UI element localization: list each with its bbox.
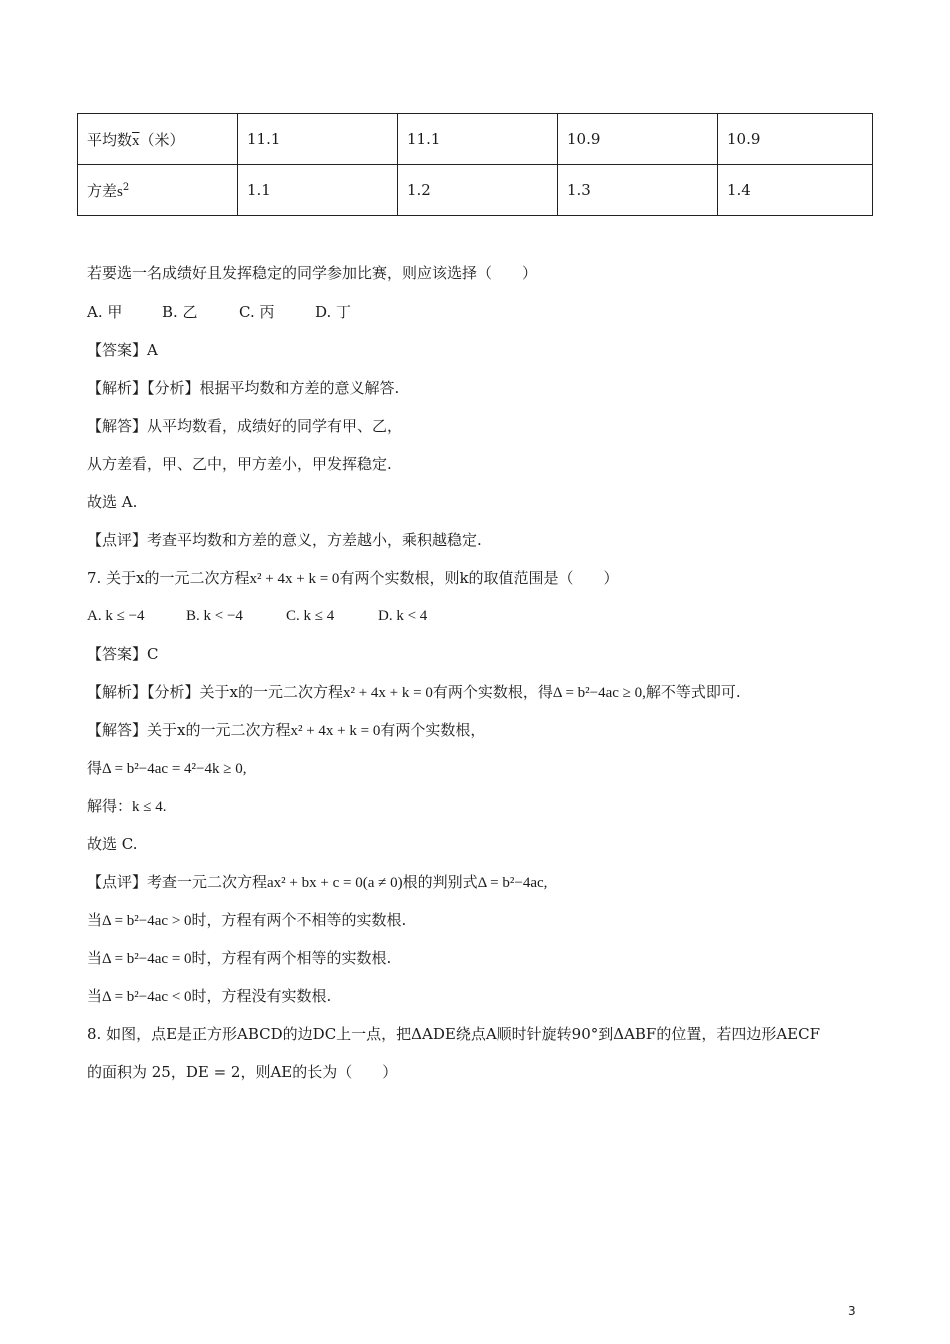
option-a: A. k ≤ −4 — [87, 608, 145, 624]
equation: Δ = b²−4ac = 4²−4k ≥ 0, — [102, 761, 247, 777]
option-d: D. 丁 — [315, 303, 352, 321]
q6-solution-1: 【解答】从平均数看，成绩好的同学有甲、乙， — [87, 417, 403, 435]
statistics-table — [77, 113, 873, 216]
equation: Δ = b²−4ac < 0 — [102, 989, 192, 1005]
q7-case-3 — [87, 986, 331, 1007]
q8-question-line-2: 的面积为 25，DE = 2，则AE的长为（ ） — [87, 1063, 398, 1081]
text: 当 — [87, 987, 103, 1005]
table-cell: 10.9 — [718, 114, 873, 165]
q7-solution-1 — [87, 720, 485, 741]
text: 时，方程没有实数根. — [191, 987, 332, 1005]
table-cell: 11.1 — [238, 114, 398, 165]
label-text: 方差 — [87, 181, 118, 200]
table-cell: 11.1 — [398, 114, 558, 165]
label-unit: （米） — [139, 130, 185, 149]
table-cell: 1.1 — [238, 165, 398, 216]
equation: x² + 4x + k = 0 — [290, 723, 381, 739]
equation: ax² + bx + c = 0(a ≠ 0) — [267, 875, 403, 891]
q7-case-1 — [87, 910, 406, 931]
q7-comment — [87, 872, 547, 893]
option-c: C. k ≤ 4 — [286, 608, 335, 624]
text: 【解答】关于x的一元二次方程 — [87, 721, 291, 739]
text: 有两个实数根，则k的取值范围是（ ） — [339, 569, 619, 587]
table-cell: 1.2 — [398, 165, 558, 216]
q6-comment: 【点评】考查平均数和方差的意义，方差越小，乘积越稳定. — [87, 531, 482, 549]
equation: Δ = b²−4ac = 0 — [102, 951, 192, 967]
table-cell: 1.4 — [718, 165, 873, 216]
table-row-mean — [78, 114, 873, 165]
q7-case-2 — [87, 948, 391, 969]
q7-answer: 【答案】C — [87, 645, 159, 663]
text: 得 — [87, 759, 103, 777]
text: 根的判别式 — [402, 873, 478, 891]
text: 【解析】【分析】关于x的一元二次方程 — [87, 683, 343, 701]
text: 【点评】考查一元二次方程 — [87, 873, 268, 891]
text: 当 — [87, 911, 103, 929]
option-b: B. k < −4 — [186, 608, 243, 624]
table-cell: 10.9 — [558, 114, 718, 165]
equation: Δ = b²−4ac > 0 — [102, 913, 192, 929]
text: 有两个实数根， — [380, 721, 486, 739]
equation: k ≤ 4. — [132, 799, 167, 815]
row-label-variance — [78, 165, 238, 216]
q7-question — [87, 568, 619, 589]
q7-choice: 故选 C. — [87, 835, 138, 853]
table-cell: 1.3 — [558, 165, 718, 216]
q6-options — [87, 302, 351, 322]
q8-question-line-1: 8. 如图，点E是正方形ABCD的边DC上一点，把ΔADE绕点A顺时针旋转90°到ΔABF的位置，若四边形AECF — [87, 1025, 820, 1043]
page-number: 3 — [848, 1304, 856, 1318]
table-row-variance — [78, 165, 873, 216]
row-label-mean — [78, 114, 238, 165]
equation: Δ = b²−4ac, — [477, 875, 548, 891]
q6-choice: 故选 A. — [87, 493, 138, 511]
option-b: B. 乙 — [162, 303, 198, 321]
label-text: 平均数 — [87, 130, 133, 149]
text: 解不等式即可. — [645, 683, 741, 701]
equation: Δ = b²−4ac ≥ 0, — [552, 685, 646, 701]
xbar-symbol: $\overline{x}$ — [132, 132, 140, 149]
equation: x² + 4x + k = 0 — [249, 571, 340, 587]
text: 时，方程有两个相等的实数根. — [191, 949, 392, 967]
q7-analysis — [87, 682, 741, 703]
option-d: D. k < 4 — [378, 608, 428, 624]
superscript: 2 — [122, 181, 130, 193]
equation: x² + 4x + k = 0 — [342, 685, 433, 701]
option-a: A. 甲 — [87, 303, 123, 321]
q6-question: 若要选一名成绩好且发挥稳定的同学参加比赛，则应该选择（ ） — [87, 264, 538, 282]
s-symbol: s — [117, 183, 123, 200]
text: 当 — [87, 949, 103, 967]
text: 解得： — [87, 797, 133, 815]
q7-options — [87, 606, 427, 626]
q6-solution-2: 从方差看，甲、乙中，甲方差小，甲发挥稳定. — [87, 455, 392, 473]
q6-answer: 【答案】A — [87, 341, 158, 359]
q7-solution-2 — [87, 758, 246, 779]
q7-solution-3 — [87, 796, 167, 817]
text: 有两个实数根，得 — [432, 683, 553, 701]
text: 时，方程有两个不相等的实数根. — [191, 911, 407, 929]
text: 7. 关于x的一元二次方程 — [87, 569, 250, 587]
q6-analysis: 【解析】【分析】根据平均数和方差的意义解答. — [87, 379, 400, 397]
option-c: C. 丙 — [239, 303, 275, 321]
